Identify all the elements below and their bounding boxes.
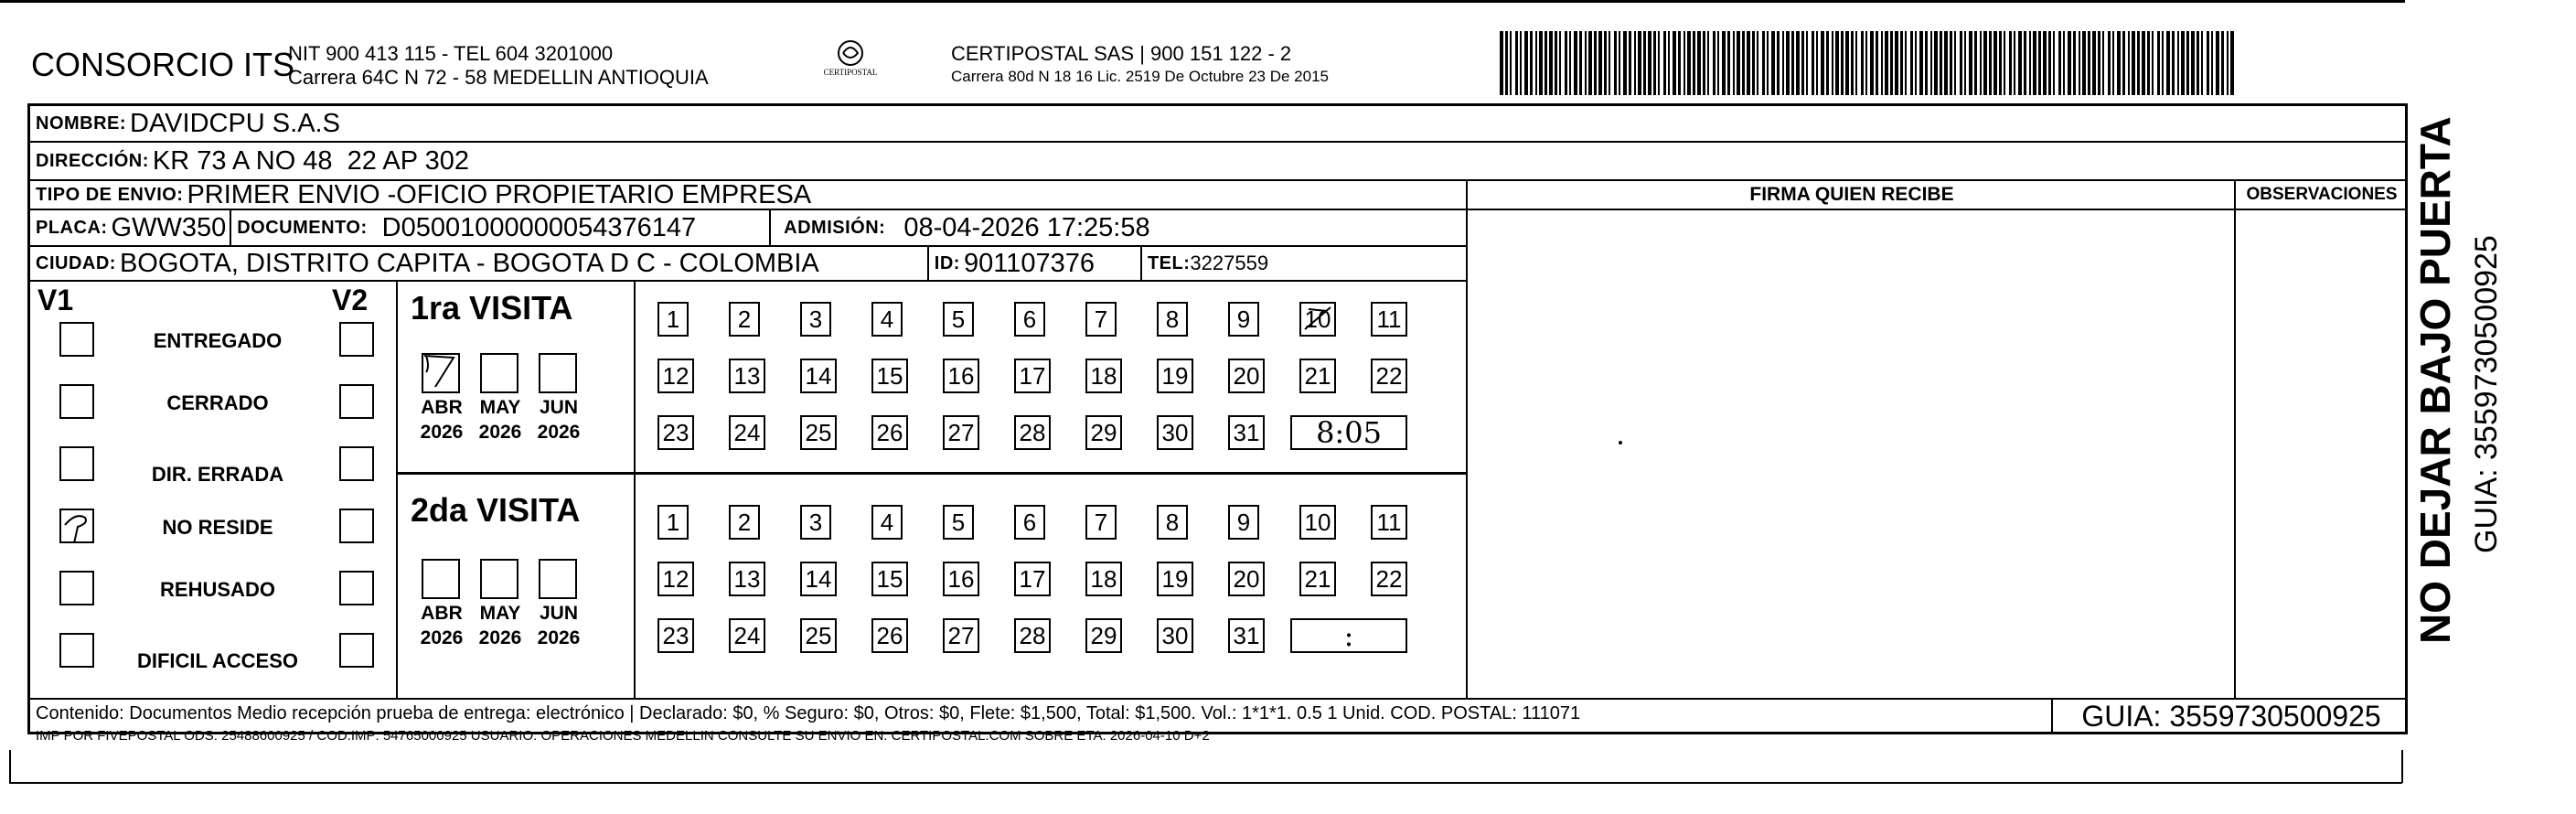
nombre-row: [30, 106, 2408, 143]
day-checkbox[interactable]: 2: [729, 505, 760, 540]
documento-label: DOCUMENTO:: [237, 217, 368, 238]
tipo-value: PRIMER ENVIO -OFICIO PROPIETARIO EMPRESA: [187, 179, 812, 209]
v1-checkbox[interactable]: [59, 509, 94, 543]
company-nit: NIT 900 413 115 - TEL 604 3201000: [288, 42, 614, 65]
direccion-row: [30, 143, 2408, 181]
placa-row: [30, 210, 1466, 247]
day-checkbox[interactable]: 4: [871, 505, 903, 540]
observaciones-area: [2234, 210, 2410, 698]
month-year: 2026: [478, 422, 522, 443]
time-field[interactable]: :: [1290, 618, 1407, 653]
status-panel: [30, 282, 398, 698]
day-checkbox[interactable]: 27: [943, 415, 979, 450]
barcode: [1500, 31, 2250, 95]
month-year: 2026: [537, 422, 581, 443]
day-checkbox[interactable]: 1: [657, 505, 689, 540]
day-checkbox[interactable]: 18: [1085, 359, 1122, 393]
day-checkbox[interactable]: 15: [871, 359, 908, 393]
day-checkbox[interactable]: 8: [1157, 505, 1188, 540]
ciudad-value: BOGOTA, DISTRITO CAPITA - BOGOTA D C - COLOMBIA: [119, 248, 819, 278]
company-name: CONSORCIO ITS: [31, 46, 295, 83]
status-label: CERRADO: [166, 391, 269, 414]
day-checkbox[interactable]: 7: [1085, 302, 1117, 337]
time-field[interactable]: 8:05: [1290, 415, 1407, 450]
placa-label: PLACA:: [36, 217, 108, 238]
v1-checkbox[interactable]: [59, 322, 94, 357]
admision-value: 08-04-2026 17:25:58: [903, 212, 1150, 242]
day-checkbox[interactable]: 6: [1014, 505, 1045, 540]
day-checkbox[interactable]: 16: [943, 562, 979, 596]
id-value: 901107376: [963, 248, 1095, 278]
day-checkbox[interactable]: 16: [943, 359, 979, 393]
day-checkbox[interactable]: 7: [1085, 505, 1117, 540]
day-checkbox[interactable]: 26: [871, 415, 908, 450]
direccion-value: KR 73 A NO 48 22 AP 302: [152, 145, 469, 176]
certipostal-logo: [823, 35, 878, 90]
tipo-row: [30, 181, 1466, 210]
top-border: [0, 0, 2405, 3]
day-checkbox[interactable]: 13: [729, 562, 765, 596]
month-year: 2026: [420, 422, 464, 443]
day-checkbox[interactable]: 22: [1371, 562, 1407, 596]
month-year: 2026: [537, 627, 581, 648]
day-checkbox[interactable]: 2: [729, 302, 760, 337]
month-name: MAY: [479, 397, 521, 418]
second-visit-panel: [396, 475, 636, 698]
ciudad-label: CIUDAD:: [36, 252, 116, 273]
status-label: DIFICIL ACCESO: [136, 649, 298, 672]
month-checkbox-abr[interactable]: [422, 353, 460, 393]
day-checkbox[interactable]: 25: [800, 415, 837, 450]
company-address: Carrera 64C N 72 - 58 MEDELLIN ANTIOQUIA: [288, 66, 709, 89]
month-label: [529, 395, 588, 444]
month-year: 2026: [478, 627, 522, 648]
day-checkbox[interactable]: 1: [657, 302, 689, 337]
month-label: [529, 601, 588, 650]
month-checkbox-jun[interactable]: [539, 559, 577, 599]
day-checkbox[interactable]: 3: [800, 302, 831, 337]
footer-line2: IMP POR FIVEPOSTAL ODS: 25488600925 / COD.IMP: 54765000925 USUARIO: OPERACIONES MEDELLIN CONSULTE SU ENVIO EN: CERTIPOSTAL.COM SOBRE ETA: 2026-04-10 D+2: [36, 728, 1210, 744]
day-checkbox[interactable]: 9: [1228, 302, 1259, 337]
day-checkbox[interactable]: 19: [1157, 562, 1193, 596]
nombre-value: DAVIDCPU S.A.S: [130, 108, 340, 138]
firma-area: [1466, 210, 2236, 698]
month-checkbox-abr[interactable]: [422, 559, 460, 599]
v1-checkbox[interactable]: [59, 384, 94, 419]
day-checkbox[interactable]: 31: [1228, 415, 1265, 450]
bottom-right-border: [2401, 750, 2403, 783]
day-checkbox[interactable]: 28: [1014, 618, 1051, 653]
day-checkbox[interactable]: 26: [871, 618, 908, 653]
day-checkbox[interactable]: 5: [943, 505, 974, 540]
day-checkbox[interactable]: 4: [871, 302, 903, 337]
day-checkbox[interactable]: 15: [871, 562, 908, 596]
day-checkbox[interactable]: 3: [800, 505, 831, 540]
v1-checkbox[interactable]: [59, 633, 94, 668]
v2-checkbox[interactable]: [339, 633, 374, 668]
day-checkbox[interactable]: 11: [1371, 302, 1407, 337]
carrier-address: Carrera 80d N 18 16 Lic. 2519 De Octubre 23 De 2015: [951, 68, 1329, 85]
day-checkbox[interactable]: 14: [800, 359, 837, 393]
v1-label: V1: [37, 284, 74, 316]
footer-guia: GUIA: 3559730500925: [2051, 698, 2410, 734]
day-checkbox[interactable]: 20: [1228, 359, 1265, 393]
month-name: ABR: [421, 603, 463, 624]
id-label: ID:: [934, 252, 960, 273]
month-label: [412, 601, 471, 650]
status-label: ENTREGADO: [153, 329, 283, 352]
ciudad-row: [30, 247, 1466, 282]
logo-text: CERTIPOSTAL: [823, 68, 878, 77]
v1-checkbox[interactable]: [59, 446, 94, 481]
day-checkbox[interactable]: 22: [1371, 359, 1407, 393]
visits-panel: [396, 282, 1466, 698]
day-checkbox[interactable]: 9: [1228, 505, 1259, 540]
day-checkbox[interactable]: 12: [657, 359, 694, 393]
placa-value: GWW350: [111, 212, 227, 242]
day-checkbox[interactable]: 6: [1014, 302, 1045, 337]
v1-checkbox[interactable]: [59, 571, 94, 605]
documento-value: D05001000000054376147: [381, 212, 697, 242]
v2-checkbox[interactable]: [339, 571, 374, 605]
v2-checkbox[interactable]: [339, 322, 374, 357]
day-checkbox[interactable]: 11: [1371, 505, 1407, 540]
month-name: JUN: [539, 603, 578, 624]
day-checkbox[interactable]: 30: [1157, 415, 1193, 450]
month-label: [471, 601, 529, 650]
day-checkbox[interactable]: 29: [1085, 415, 1122, 450]
tipo-label: TIPO DE ENVIO:: [36, 184, 184, 205]
firma-header: FIRMA QUIEN RECIBE: [1466, 181, 2236, 210]
shipping-form: [27, 103, 2408, 744]
status-label: REHUSADO: [160, 578, 275, 601]
first-visit-label: 1ra VISITA: [411, 289, 573, 327]
day-checkbox[interactable]: 14: [800, 562, 837, 596]
day-checkbox[interactable]: 25: [800, 618, 837, 653]
carrier-nit: CERTIPOSTAL SAS | 900 151 122 - 2: [951, 42, 1292, 65]
direccion-label: DIRECCIÓN:: [36, 150, 149, 171]
nombre-label: NOMBRE:: [36, 112, 127, 134]
day-checkbox[interactable]: 23: [657, 618, 694, 653]
month-name: JUN: [539, 397, 578, 418]
status-label: DIR. ERRADA: [151, 463, 284, 486]
tel-value: 3227559: [1190, 252, 1269, 274]
day-checkbox[interactable]: 23: [657, 415, 694, 450]
v2-label: V2: [332, 284, 369, 316]
month-label: [412, 395, 471, 444]
day-checkbox[interactable]: 17: [1014, 562, 1051, 596]
day-checkbox[interactable]: 29: [1085, 618, 1122, 653]
day-checkbox[interactable]: 5: [943, 302, 974, 337]
month-name: ABR: [421, 397, 463, 418]
day-checkbox[interactable]: 19: [1157, 359, 1193, 393]
day-checkbox[interactable]: 20: [1228, 562, 1265, 596]
day-checkbox[interactable]: 17: [1014, 359, 1051, 393]
bottom-border: [9, 782, 2402, 784]
month-checkbox-jun[interactable]: [539, 353, 577, 393]
day-mark: [1299, 302, 1336, 337]
admision-label: ADMISIÓN:: [784, 217, 886, 238]
day-checkbox[interactable]: 24: [729, 415, 765, 450]
ink-dot: [1619, 441, 1622, 444]
v2-checkbox[interactable]: [339, 446, 374, 481]
company-info: [288, 42, 709, 90]
day-checkbox[interactable]: 27: [943, 618, 979, 653]
day-checkbox[interactable]: 10: [1299, 302, 1336, 337]
day-checkbox[interactable]: 10: [1299, 505, 1336, 540]
status-label: NO RESIDE: [162, 516, 273, 539]
v2-checkbox[interactable]: [339, 384, 374, 419]
day-checkbox[interactable]: 13: [729, 359, 765, 393]
month-checkbox-may[interactable]: [480, 353, 518, 393]
first-visit-panel: [396, 282, 636, 472]
day-checkbox[interactable]: 28: [1014, 415, 1051, 450]
day-checkbox[interactable]: 31: [1228, 618, 1265, 653]
no-dejar-bajo-puerta: NO DEJAR BAJO PUERTA: [2411, 116, 2459, 644]
day-checkbox[interactable]: 21: [1299, 562, 1336, 596]
month-year: 2026: [420, 627, 464, 648]
day-checkbox[interactable]: 30: [1157, 618, 1193, 653]
day-checkbox[interactable]: 12: [657, 562, 694, 596]
day-checkbox[interactable]: 21: [1299, 359, 1336, 393]
month-label: [471, 395, 529, 444]
side-guia: GUIA: 3559730500925: [2469, 235, 2504, 553]
second-visit-label: 2da VISITA: [411, 491, 581, 529]
day-checkbox[interactable]: 24: [729, 618, 765, 653]
tel-label: TEL:: [1147, 252, 1191, 273]
day-checkbox[interactable]: 8: [1157, 302, 1188, 337]
day-checkbox[interactable]: 18: [1085, 562, 1122, 596]
month-checkbox-may[interactable]: [480, 559, 518, 599]
carrier-info: [951, 42, 1329, 88]
observaciones-header: OBSERVACIONES: [2234, 181, 2408, 210]
footer-line1: Contenido: Documentos Medio recepción prueba de entrega: electrónico | Declarado: $0, % Seguro: $0, Otros: $0, Flete: $1,500, Total: $1,500. Vol.: 1*1*1. 0.5 1 Unid. COD. POSTAL: 111071: [36, 703, 1581, 723]
v2-checkbox[interactable]: [339, 509, 374, 543]
bottom-left-border: [9, 750, 11, 783]
month-name: MAY: [479, 603, 521, 624]
